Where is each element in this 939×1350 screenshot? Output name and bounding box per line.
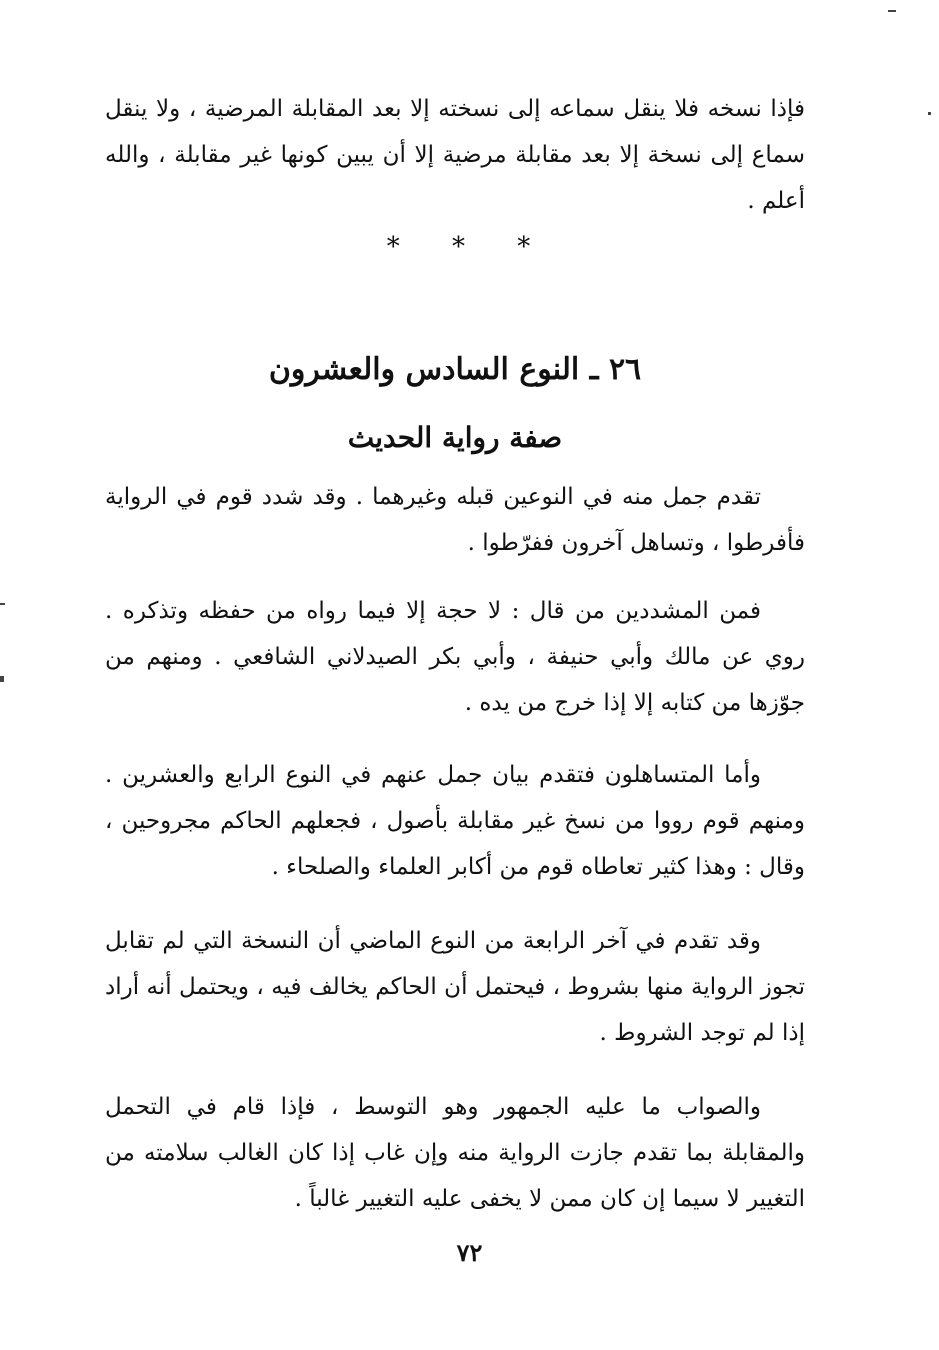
paragraph-5-block [105, 1084, 805, 1222]
paragraph: تقدم جمل منه في النوعين قبله وغيرهما . وقد شدد قوم في الرواية فأفرطوا ، وتساهل آخرون ففرّطوا . [105, 484, 805, 556]
page-number: ٧٢ [456, 1238, 483, 1267]
scan-mark-top-right [888, 10, 896, 12]
paragraph-3-block [105, 752, 805, 890]
paragraph-4-block [105, 918, 805, 1056]
intro-paragraph-block [105, 86, 805, 224]
paragraph: وأما المتساهلون فتقدم بيان جمل عنهم في النوع الرابع والعشرين . ومنهم قوم رووا من نسخ غير مقابلة بأصول ، فجعلهم الحاكم مجروحين ، وقال : وهذا كثير تعاطاه قوم من أكابر العلماء والصلحاء . [105, 762, 805, 880]
paragraph-2-block [105, 588, 805, 726]
paragraph: وقد تقدم في آخر الرابعة من النوع الماضي أن النسخة التي لم تقابل تجوز الرواية منها بشروط ، فيحتمل أن الحاكم يخالف فيه ، ويحتمل أنه أراد إذا لم توجد الشروط . [105, 928, 805, 1046]
paragraph-1-block [105, 474, 805, 566]
paragraph: والصواب ما عليه الجمهور وهو التوسط ، فإذا قام في التحمل والمقابلة بما تقدم جازت الرواية منه وإن غاب إذا كان الغالب سلامته من التغيير لا سيما إن كان ممن لا يخفى عليه التغيير غالباً . [105, 1094, 805, 1212]
scan-mark-left-2 [0, 676, 4, 682]
paragraph: فمن المشددين من قال : لا حجة إلا فيما رواه من حفظه وتذكره . روي عن مالك وأبي حنيفة ، وأبي بكر الصيدلاني الشافعي . ومنهم من جوّزها من كتابه إلا إذا خرج من يده . [105, 598, 805, 716]
scan-mark-right [928, 112, 931, 115]
section-separator: * * * [386, 232, 553, 262]
chapter-title: ٢٦ ـ النوع السادس والعشرون [268, 352, 642, 387]
intro-paragraph: فإذا نسخه فلا ينقل سماعه إلى نسخته إلا بعد المقابلة المرضية ، ولا ينقل سماع إلى نسخة إلا بعد مقابلة مرضية إلا أن يبين كونها غير مقابلة ، والله أعلم . [105, 96, 805, 214]
chapter-subtitle: صفة رواية الحديث [347, 421, 563, 454]
scan-mark-left [0, 603, 5, 605]
